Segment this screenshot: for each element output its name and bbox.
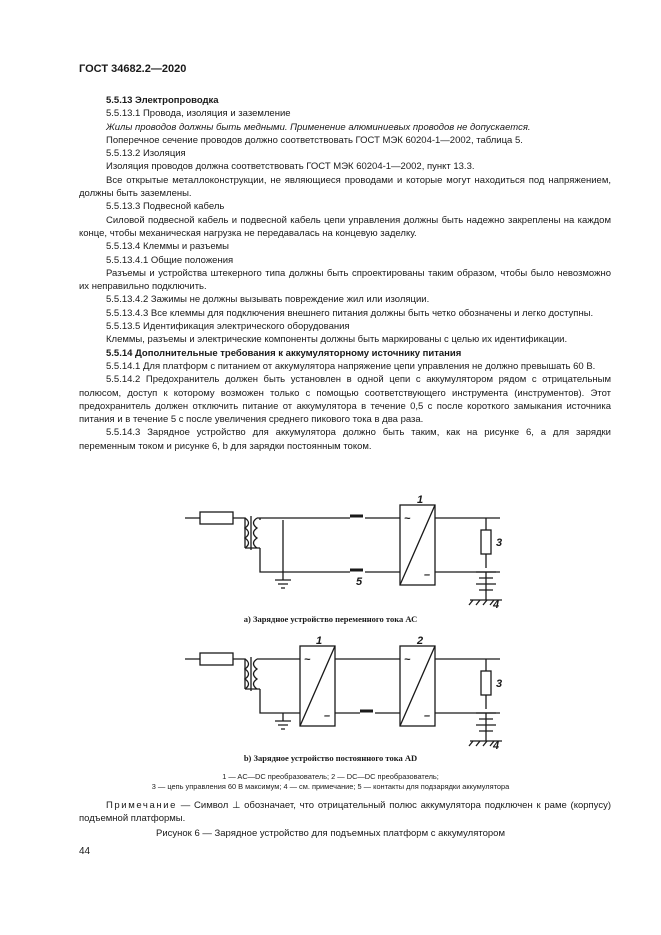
paragraph: 5.5.14.3 Зарядное устройство для аккумулятора должно быть таким, как на рисунке 6, а для зарядки переменным током и рисунке 6, b для зарядки постоянным током. <box>79 427 611 452</box>
converter-label-2: 2 <box>417 635 424 647</box>
minus-symbol: – <box>424 710 431 722</box>
paragraph: Силовой подвесной кабель и подвесной кабель цепи управления должны быть надежно закреплены на каждом конце, чтобы механическая нагрузка не передавалась на концевую заделку. <box>79 214 611 239</box>
paragraph: 5.5.14.2 Предохранитель должен быть установлен в одной цепи с аккумулятором рядом с отрицательным полюсом, доступ к которому возможен только с помощью соответствующего инструмента (инструментов). Этот предохранитель должен отключить питание от аккумулятора в течение 0,5 с после короткого замыкания источника питания и в течение 5 с после увеличения среднего пикового тока в два раза. <box>79 374 611 426</box>
ac-symbol: ~ <box>304 654 311 666</box>
ground-label-4: 4 <box>493 740 500 752</box>
legend-line-1: 1 — AC—DC преобразователь; 2 — DC—DC преобразователь; <box>222 772 439 781</box>
ac-symbol: ~ <box>404 513 411 525</box>
figure-caption: Рисунок 6 — Зарядное устройство для подъемных платформ с аккумулятором <box>156 828 505 839</box>
paragraph: 5.5.13.4.2 Зажимы не должны вызывать повреждение жил или изоляции. <box>106 294 430 306</box>
paragraph: 5.5.13.5 Идентификация электрического оборудования <box>106 321 350 333</box>
paragraph: 5.5.13.1 Провода, изоляция и заземление <box>106 108 291 120</box>
note-text: — Символ ⊥ обозначает, что отрицательный полюс аккумулятора подключен к раме (корпусу) подъемной платформы. <box>79 800 611 825</box>
ground-label-4: 4 <box>493 599 500 611</box>
paragraph: 5.5.14.1 Для платформ с питанием от аккумулятора напряжение цепи управления не должно превышать 60 В. <box>106 360 596 372</box>
paragraph: 5.5.13.4.1 Общие положения <box>106 254 234 266</box>
legend-line-2: 3 — цепь управления 60 В максимум; 4 — см. примечание; 5 — контакты для подзарядки аккумулятора <box>151 782 510 791</box>
paragraph: Разъемы и устройства штекерного типа должны быть спроектированы таким образом, чтобы было невозможно их неправильно подключить. <box>79 267 611 293</box>
section-heading: 5.5.13 Электропроводка <box>106 95 219 106</box>
document-body <box>79 94 611 453</box>
paragraph: 5.5.13.4 Клеммы и разъемы <box>106 241 229 253</box>
battery-label-3: 3 <box>496 537 503 549</box>
diagram-caption-a: a) Зарядное устройство переменного тока АС <box>243 614 418 624</box>
converter-label-1: 1 <box>316 635 323 647</box>
page-number: 44 <box>79 846 91 857</box>
paragraph: Изоляция проводов должна соответствовать ГОСТ МЭК 60204-1—2002, пункт 13.3. <box>106 161 475 173</box>
contacts-label-5: 5 <box>356 576 363 588</box>
note <box>79 799 611 826</box>
paragraph: Клеммы, разъемы и электрические компоненты должны быть маркированы с целью их идентификации. <box>106 334 568 346</box>
section-heading: 5.5.14 Дополнительные требования к аккумуляторному источнику питания <box>106 347 462 359</box>
converter-label-1: 1 <box>417 494 424 506</box>
paragraph: Жилы проводов должны быть медными. Применение алюминиевых проводов не допускается. <box>106 121 531 133</box>
minus-symbol: – <box>324 710 331 722</box>
paragraph: Поперечное сечение проводов должно соответствовать ГОСТ МЭК 60204-1—2002, таблица 5. <box>106 134 523 146</box>
page-header: ГОСТ 34682.2—2020 <box>79 63 187 75</box>
paragraph: 5.5.13.3 Подвесной кабель <box>106 201 225 213</box>
paragraph: 5.5.13.2 Изоляция <box>106 148 186 160</box>
battery-label-3: 3 <box>496 678 503 690</box>
ac-symbol: ~ <box>404 654 411 666</box>
minus-symbol: – <box>424 569 431 581</box>
paragraph: 5.5.13.4.3 Все клеммы для подключения внешнего питания должны быть четко обозначены и легко доступны. <box>106 307 594 319</box>
charger-circuit-diagram <box>170 490 520 762</box>
note-label: Примечание <box>106 800 177 811</box>
diagram-caption-b: b) Зарядное устройство постоянного тока АD <box>243 753 418 763</box>
paragraph: Все открытые металлоконструкции, не являющиеся проводами и которые могут находиться под напряжением, должны быть заземлены. <box>79 174 611 200</box>
